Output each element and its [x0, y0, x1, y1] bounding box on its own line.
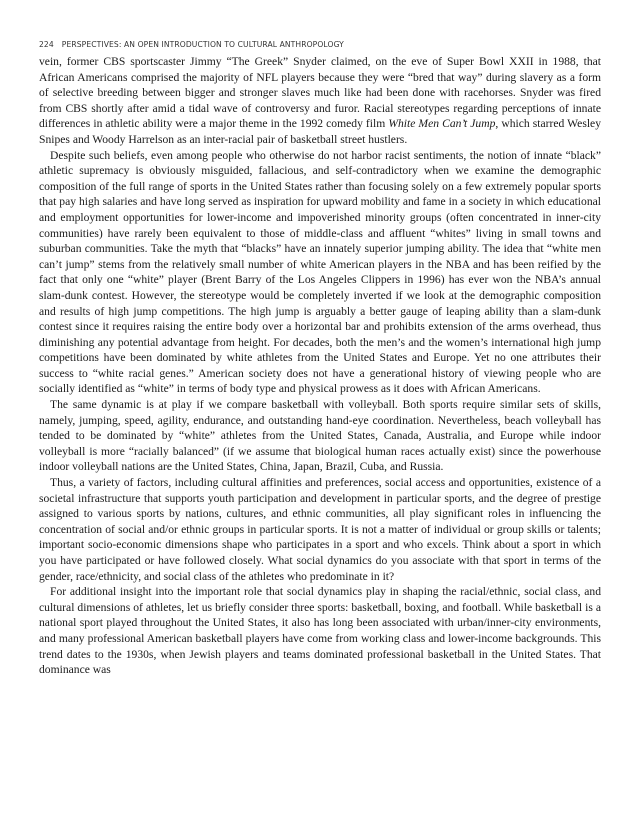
paragraph-3-text: The same dynamic is at play if we compare basketball with volleyball. Both sports require similar sets of skills, namely, jumping, speed, agility, endurance, and outstanding hand-eye coordination. Nevertheless, beach volleyball has tended to be dominated by “white” athletes from the United States, Canada, Australia, and Europe while indoor volleyball is more “racially balanced” (if we assume that biological human races actually exist) since the powerhouse indoor volleyball nations are the United States, China, Japan, Brazil, Cuba, and Russia.: [39, 398, 601, 474]
paragraph-3: [39, 397, 601, 475]
paragraph-2-text: Despite such beliefs, even among people who otherwise do not harbor racist sentiments, the notion of innate “black” athletic supremacy is obviously misguided, fallacious, and self-contradictory when we examine the demographic composition of the full range of sports in the United States rather than focusing solely on a few extremely popular sports that pay high salaries and have long served as inspiration for upward mobility and fame in a society in which educational and employment opportunities for lower-income and impoverished minority groups (often concentrated in inner-city communities) have rarely been equivalent to those of middle-class and affluent “whites” living in small towns and suburban communities. Take the myth that “blacks” have an innately superior jumping ability. The idea that “white men can’t jump” stems from the relatively small number of white American players in the NBA and has been reified by the fact that only one “white” player (Brent Barry of the Los Angeles Clippers in 1996) has ever won the NBA’s annual slam-dunk contest. However, the stereotype would be completely inverted if we look at the demographic composition and results of high jump competitions. The high jump is arguably a better gauge of leaping ability than a slam-dunk contest since it requires raising the entire body over a horizontal bar and prohibits extension of the arms overhead, thus diminishing any potential advantage from height. For decades, both the men’s and the women’s international high jump competitions have been dominated by white athletes from the United States and Europe. Yet no one attributes their success to “white racial genes.” American society does not have a generational history of viewing people who are socially identified as “white” in terms of body type and physical prowess as it does with African Americans.: [39, 148, 601, 396]
film-title: White Men Can’t Jump: [388, 117, 496, 131]
paragraph-5-text: For additional insight into the important role that social dynamics play in shaping the racial/ethnic, social class, and cultural dimensions of athletes, let us briefly consider three sports: basketball, boxing, and football. While basketball is a national sport played throughout the United States, it also has long been associated with urban/inner-city environments, and many professional American basketball players have come from working class and lower-income backgrounds. This trend dates to the 1930s, when Jewish players and teams dominated professional basketball in the United States. That dominance was: [39, 585, 601, 677]
paragraph-1: [39, 54, 601, 148]
paragraph-4-text: Thus, a variety of factors, including cultural affinities and preferences, social access and opportunities, existence of a societal infrastructure that supports youth participation and development in particular sports, and the degree of prestige assigned to various sports by nations, cultures, and ethnic communities, all play significant roles in influencing the concentration of social and/or ethnic groups in particular sports. It is not a matter of individual or group skills or talents; important socio-economic dimensions shape who participates in a sport and who excels. Think about a sport in which you have participated or have followed closely. What social dynamics do you associate with that sport in terms of the gender, race/ethnicity, and social class of the athletes who predominate in it?: [39, 476, 601, 583]
running-header: [39, 40, 599, 49]
page-number: 224: [39, 40, 54, 49]
paragraph-4: [39, 475, 601, 584]
body-text: [39, 54, 601, 678]
running-title: PERSPECTIVES: AN OPEN INTRODUCTION TO CULTURAL ANTHROPOLOGY: [61, 40, 344, 49]
paragraph-2: [39, 148, 601, 398]
paragraph-5: [39, 584, 601, 678]
paragraph-1-text-a: vein, former CBS sportscaster Jimmy “The Greek” Snyder claimed, on the eve of Super Bowl XXII in 1988, that African Americans comprised the majority of NFL players because they were “bred that way” during slavery as a form of selective breeding between bigger and stronger slaves much like had been done with racehorses. Snyder was fired from CBS shortly after amid a tidal wave of controversy and furor. Racial stereotypes regarding perceptions of innate differences in athletic ability were a major theme in the 1992 comedy film: [39, 55, 601, 131]
paragraph-1-text-b: , which starred Wesley Snipes and Woody Harrelson as an inter-racial pair of basketball street hustlers.: [39, 117, 602, 146]
